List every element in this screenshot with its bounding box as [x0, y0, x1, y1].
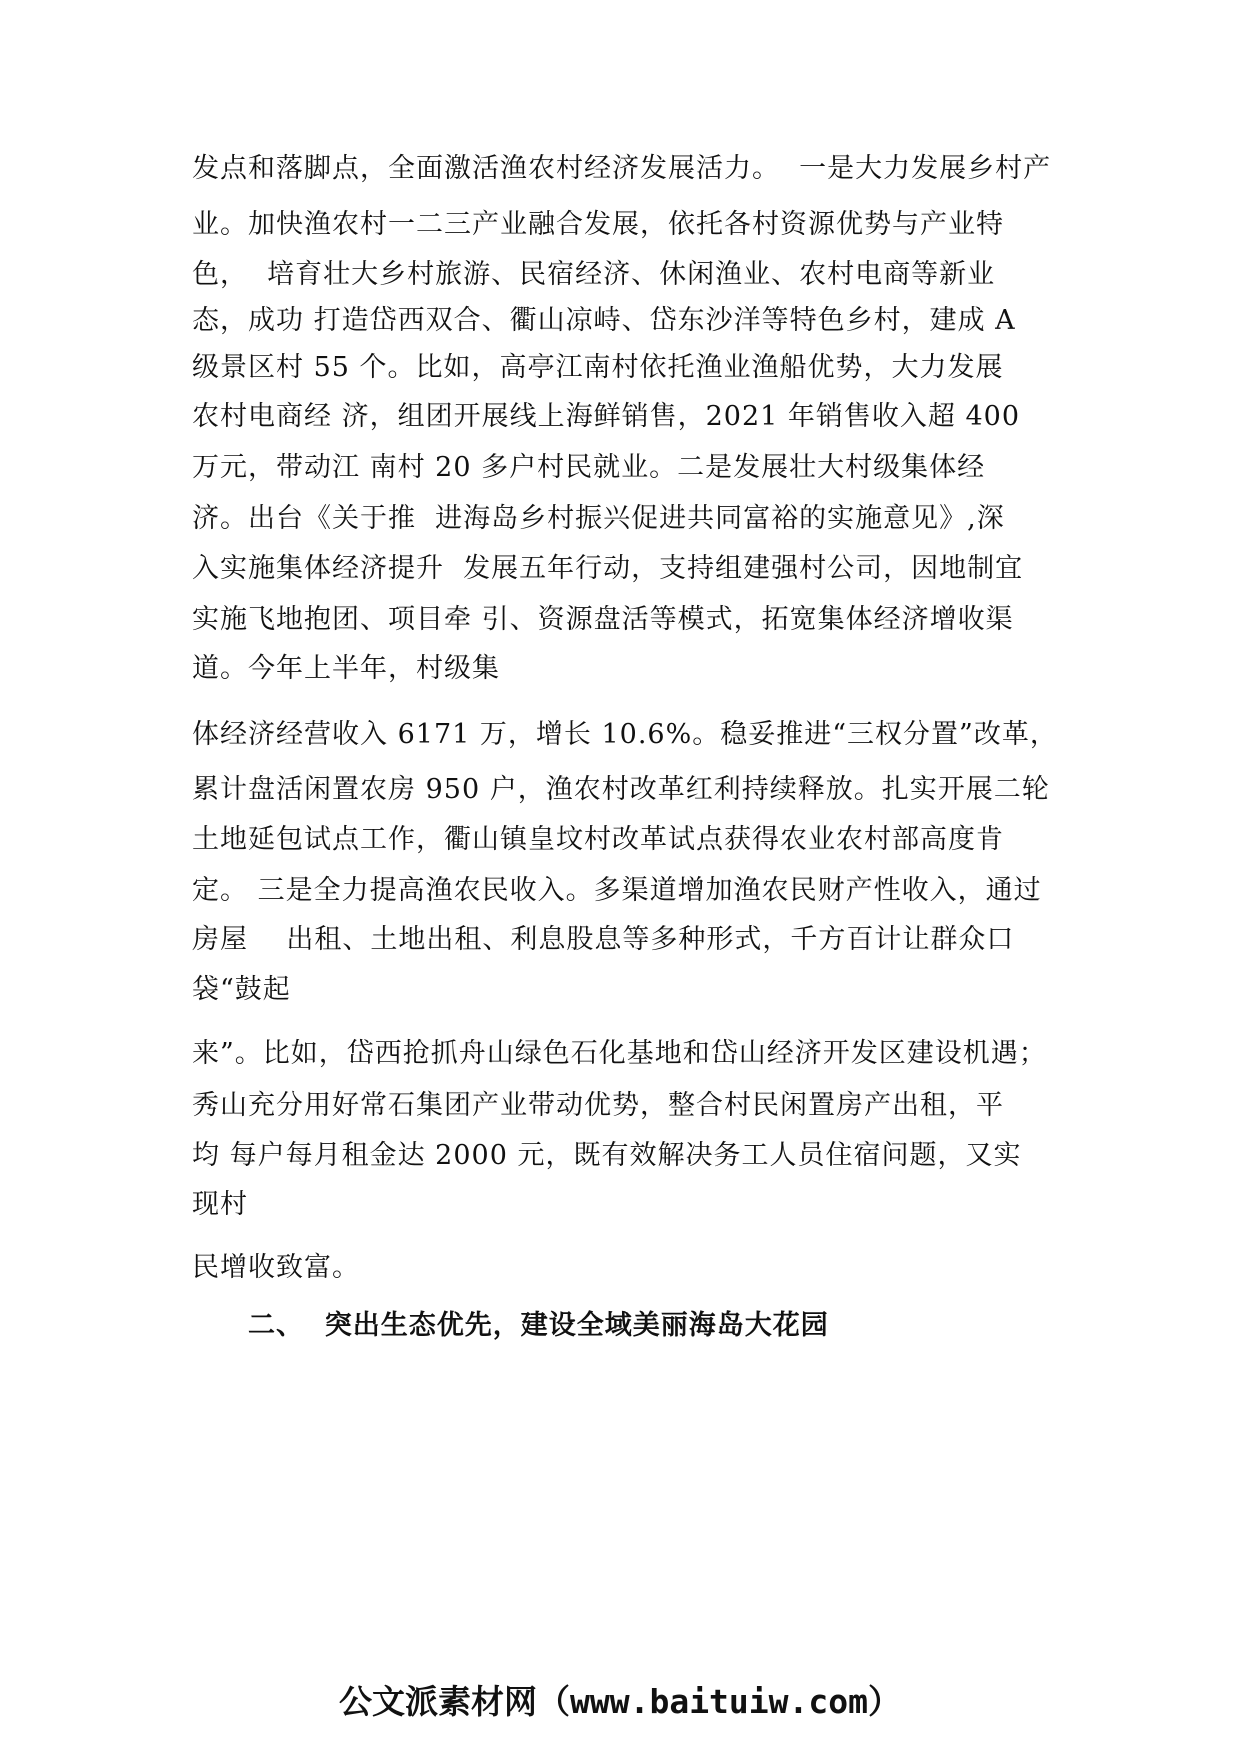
body-line: 实施飞地抱团、项目牵 引、资源盘活等模式，拓宽集体经济增收渠 — [192, 604, 1014, 635]
body-line: 体经济经营收入 6171 万，增长 10.6%。稳妥推进“三权分置”改革， — [192, 719, 1058, 750]
body-line: 秀山充分用好常石集团产业带动优势，整合村民闲置房产出租，平 — [192, 1090, 1004, 1121]
body-line: 袋“鼓起 — [192, 974, 291, 1005]
body-line: 土地延包试点工作，衢山镇皇坟村改革试点获得农业农村部高度肯 — [192, 824, 1004, 855]
body-line: 济。出台《关于推 进海岛乡村振兴促进共同富裕的实施意见》,深 — [192, 503, 1005, 534]
body-line: 入实施集体经济提升 发展五年行动，支持组建强村公司，因地制宜 — [192, 553, 1024, 584]
body-line: 定。 三是全力提高渔农民收入。多渠道增加渔农民财产性收入，通过 — [192, 875, 1042, 906]
body-line: 业。加快渔农村一二三产业融合发展，依托各村资源优势与产业特 — [192, 209, 1004, 240]
body-line: 均 每户每月租金达 2000 元，既有效解决务工人员住宿问题，又实 — [192, 1140, 1022, 1171]
body-line: 房屋 出租、土地出租、利息股息等多种形式，千方百计让群众口 — [192, 924, 1015, 955]
body-line: 万元，带动江 南村 20 多户村民就业。二是发展壮大村级集体经 — [192, 452, 986, 483]
body-line: 级景区村 55 个。比如，高亭江南村依托渔业渔船优势，大力发展 — [192, 352, 1004, 383]
body-line: 民增收致富。 — [192, 1252, 360, 1283]
body-line: 道。今年上半年，村级集 — [192, 653, 500, 684]
body-line: 农村电商经 济，组团开展线上海鲜销售，2021 年销售收入超 400 — [192, 401, 1020, 432]
section-heading: 二、 突出生态优先，建设全域美丽海岛大花园 — [248, 1310, 829, 1341]
body-line: 态，成功 打造岱西双合、衢山凉峙、岱东沙洋等特色乡村，建成 A — [192, 305, 1016, 336]
body-line: 现村 — [192, 1189, 248, 1220]
body-line: 色， 培育壮大乡村旅游、民宿经济、休闲渔业、农村电商等新业 — [192, 259, 996, 290]
body-line: 来”。比如，岱西抢抓舟山绿色石化基地和岱山经济开发区建设机遇； — [192, 1038, 1047, 1069]
footer-watermark: 公文派素材网（www.baituiw.com） — [338, 1682, 901, 1721]
body-line: 发点和落脚点，全面激活渔农村经济发展活力。 一是大力发展乡村产 — [192, 153, 1052, 184]
body-line: 累计盘活闲置农房 950 户，渔农村改革红利持续释放。扎实开展二轮 — [192, 774, 1050, 805]
